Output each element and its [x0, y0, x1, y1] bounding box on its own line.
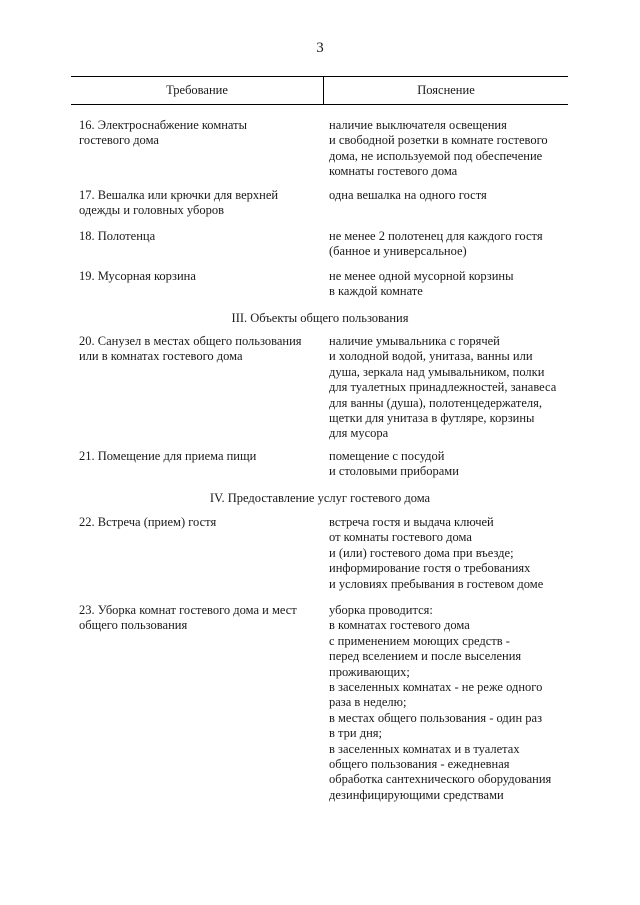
explanation-line: и (или) гостевого дома при въезде; — [329, 545, 514, 560]
explanation-line: и столовыми приборами — [329, 464, 459, 479]
header-requirement: Требование — [166, 83, 228, 97]
explanation-line: в местах общего пользования - один раз — [329, 710, 543, 725]
explanation-line: душа, зеркала над умывальником, полки — [329, 364, 545, 379]
explanation-line: в три дня; — [329, 726, 382, 741]
explanation-line: проживающих; — [329, 664, 410, 679]
requirement-cell — [79, 229, 319, 244]
explanation-line: и свободной розетки в комнате гостевого — [329, 133, 548, 148]
explanation-line: наличие умывальника с горячей — [329, 334, 500, 348]
explanation-line: и условиях пребывания в гостевом доме — [329, 576, 544, 591]
table-header — [71, 76, 568, 105]
explanation-cell — [329, 188, 589, 203]
explanation-line: в комнатах гостевого дома — [329, 618, 470, 633]
requirement-line: 23. Уборка комнат гостевого дома и мест — [79, 603, 297, 617]
requirement-line: 19. Мусорная корзина — [79, 269, 196, 283]
explanation-line: с применением моющих средств - — [329, 633, 510, 648]
explanation-line: уборка проводится: — [329, 603, 433, 617]
requirement-line: 17. Вешалка или крючки для верхней — [79, 188, 279, 202]
requirement-cell — [79, 118, 319, 149]
explanation-line: не менее 2 полотенец для каждого гостя — [329, 229, 543, 243]
requirement-line: 20. Санузел в местах общего пользования — [79, 334, 302, 348]
explanation-line: наличие выключателя освещения — [329, 118, 507, 132]
explanation-line: помещение с посудой — [329, 449, 445, 463]
explanation-line: перед вселением и после выселения — [329, 649, 522, 664]
explanation-line: и холодной водой, унитаза, ванны или — [329, 349, 533, 364]
explanation-cell — [329, 449, 589, 480]
explanation-line: общего пользования - ежедневная — [329, 757, 510, 772]
explanation-line: щетки для унитаза в футляре, корзины — [329, 411, 535, 426]
explanation-cell — [329, 603, 589, 803]
page-number: 3 — [316, 40, 324, 56]
requirement-cell — [79, 603, 319, 634]
explanation-cell — [329, 269, 589, 300]
explanation-line: раза в неделю; — [329, 695, 407, 710]
requirement-cell — [79, 269, 319, 284]
requirement-line: 18. Полотенца — [79, 229, 156, 243]
requirement-cell — [79, 449, 319, 464]
requirement-line: одежды и головных уборов — [79, 203, 224, 218]
explanation-line: комнаты гостевого дома — [329, 164, 458, 179]
explanation-line: для мусора — [329, 426, 389, 441]
requirement-line: общего пользования — [79, 618, 188, 633]
explanation-line: для туалетных принадлежностей, занавеса — [329, 380, 557, 395]
explanation-line: дезинфицирующими средствами — [329, 787, 504, 802]
explanation-line: встреча гостя и выдача ключей — [329, 515, 494, 529]
explanation-line: дома, не используемой под обеспечение — [329, 148, 543, 163]
explanation-line: информирование гостя о требованиях — [329, 561, 531, 576]
requirement-cell — [79, 334, 319, 365]
explanation-line: для ванны (душа), полотенцедержателя, — [329, 395, 543, 410]
requirement-line: 21. Помещение для приема пищи — [79, 449, 257, 463]
section-heading: III. Объекты общего пользования — [231, 311, 409, 325]
explanation-cell — [329, 118, 589, 180]
requirement-line: 16. Электроснабжение комнаты — [79, 118, 247, 132]
requirement-line: гостевого дома — [79, 133, 159, 148]
explanation-line: (банное и универсальное) — [329, 244, 467, 259]
explanation-line: в заселенных комнатах и в туалетах — [329, 741, 520, 756]
section-heading: IV. Предоставление услуг гостевого дома — [209, 491, 431, 505]
explanation-line: в каждой комнате — [329, 284, 423, 299]
explanation-line: от комнаты гостевого дома — [329, 530, 472, 545]
explanation-cell — [329, 229, 589, 260]
explanation-line: обработка сантехнического оборудования — [329, 772, 552, 787]
requirement-line: или в комнатах гостевого дома — [79, 349, 243, 364]
explanation-cell — [329, 334, 589, 442]
explanation-line: не менее одной мусорной корзины — [329, 269, 514, 283]
header-explanation: Пояснение — [417, 83, 475, 97]
requirement-line: 22. Встреча (прием) гостя — [79, 515, 217, 529]
explanation-line: одна вешалка на одного гостя — [329, 188, 487, 202]
requirement-cell — [79, 188, 319, 219]
requirement-cell — [79, 515, 319, 530]
explanation-cell — [329, 515, 589, 592]
explanation-line: в заселенных комнатах - не реже одного — [329, 680, 543, 695]
